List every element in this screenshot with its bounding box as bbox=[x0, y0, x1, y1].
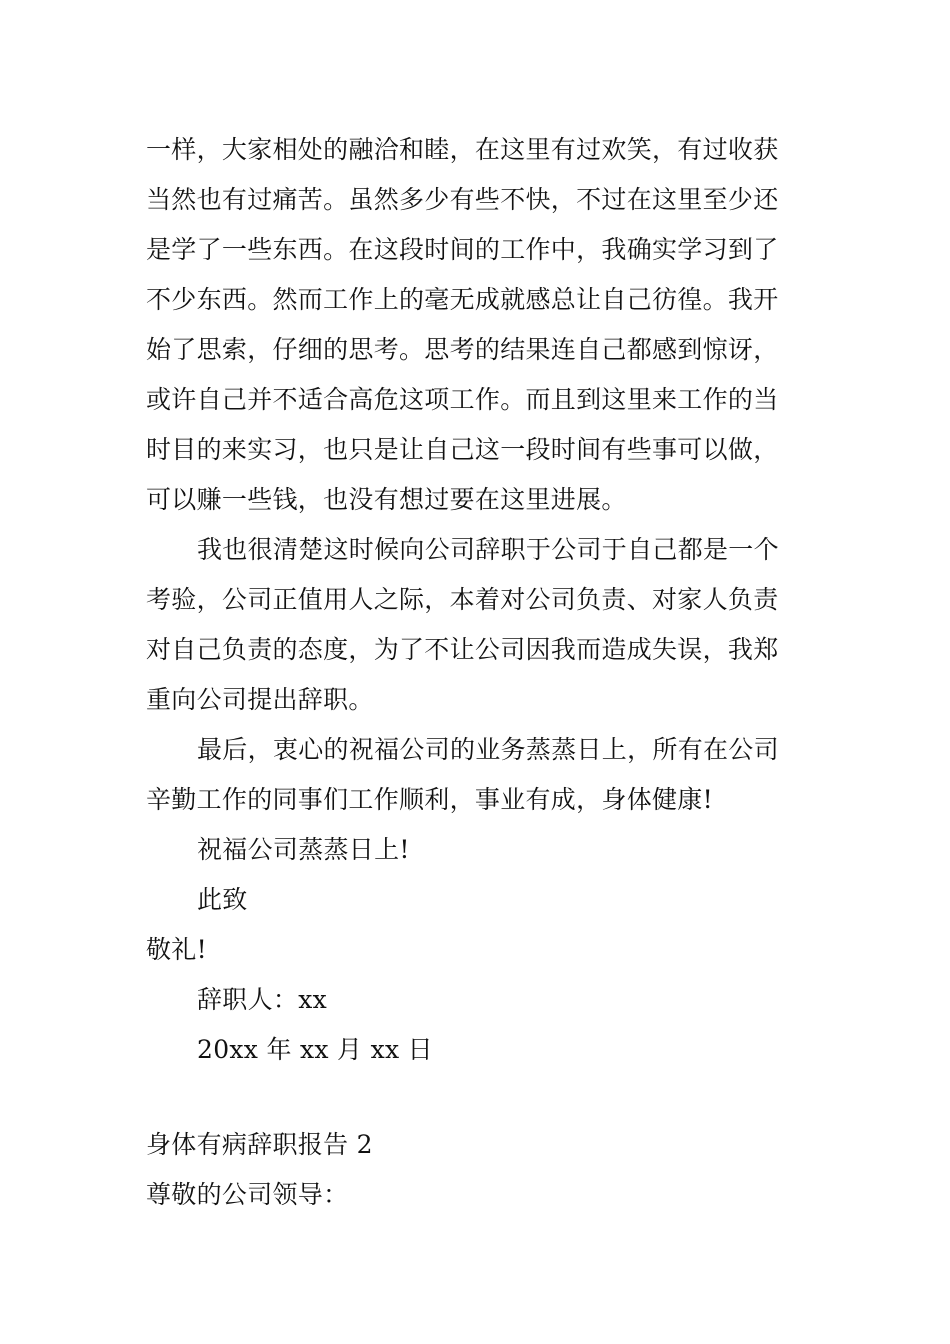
text-line: 最后，衷心的祝福公司的业务蒸蒸日上，所有在公司 bbox=[197, 735, 779, 764]
closing-line: 此致 bbox=[197, 885, 248, 914]
next-section bbox=[146, 1120, 808, 1220]
text-line: 我也很清楚这时候向公司辞职于公司于自己都是一个 bbox=[197, 535, 779, 564]
text-line: 重向公司提出辞职。 bbox=[146, 685, 374, 714]
paragraph-continuation bbox=[146, 125, 808, 1075]
text-line: 可以赚一些钱，也没有想过要在这里进展。 bbox=[146, 485, 627, 514]
text-line: 对自己负责的态度，为了不让公司因我而造成失误，我郑 bbox=[146, 635, 779, 664]
greeting-line: 尊敬的公司领导： bbox=[146, 1180, 349, 1209]
text-line: 不少东西。然而工作上的毫无成就感总让自己彷徨。我开 bbox=[146, 285, 779, 314]
text-line: 考验，公司正值用人之际，本着对公司负责、对家人负责 bbox=[146, 585, 779, 614]
text-line: 始了思索，仔细的思考。思考的结果连自己都感到惊讶， bbox=[146, 335, 779, 364]
date-line: 20xx 年 xx 月 xx 日 bbox=[197, 1035, 433, 1064]
text-line: 辛勤工作的同事们工作顺利，事业有成，身体健康! bbox=[146, 785, 713, 814]
signer-line: 辞职人：xx bbox=[197, 985, 327, 1014]
salute-line: 敬礼! bbox=[146, 935, 207, 964]
text-line: 是学了一些东西。在这段时间的工作中，我确实学习到了 bbox=[146, 235, 779, 264]
text-line: 一样，大家相处的融洽和睦，在这里有过欢笑，有过收获 bbox=[146, 135, 779, 164]
section-title: 身体有病辞职报告 2 bbox=[146, 1130, 373, 1159]
text-line: 或许自己并不适合高危这项工作。而且到这里来工作的当 bbox=[146, 385, 779, 414]
wish-line: 祝福公司蒸蒸日上! bbox=[197, 835, 410, 864]
text-line: 当然也有过痛苦。虽然多少有些不快，不过在这里至少还 bbox=[146, 185, 779, 214]
text-line: 时目的来实习，也只是让自己这一段时间有些事可以做， bbox=[146, 435, 779, 464]
